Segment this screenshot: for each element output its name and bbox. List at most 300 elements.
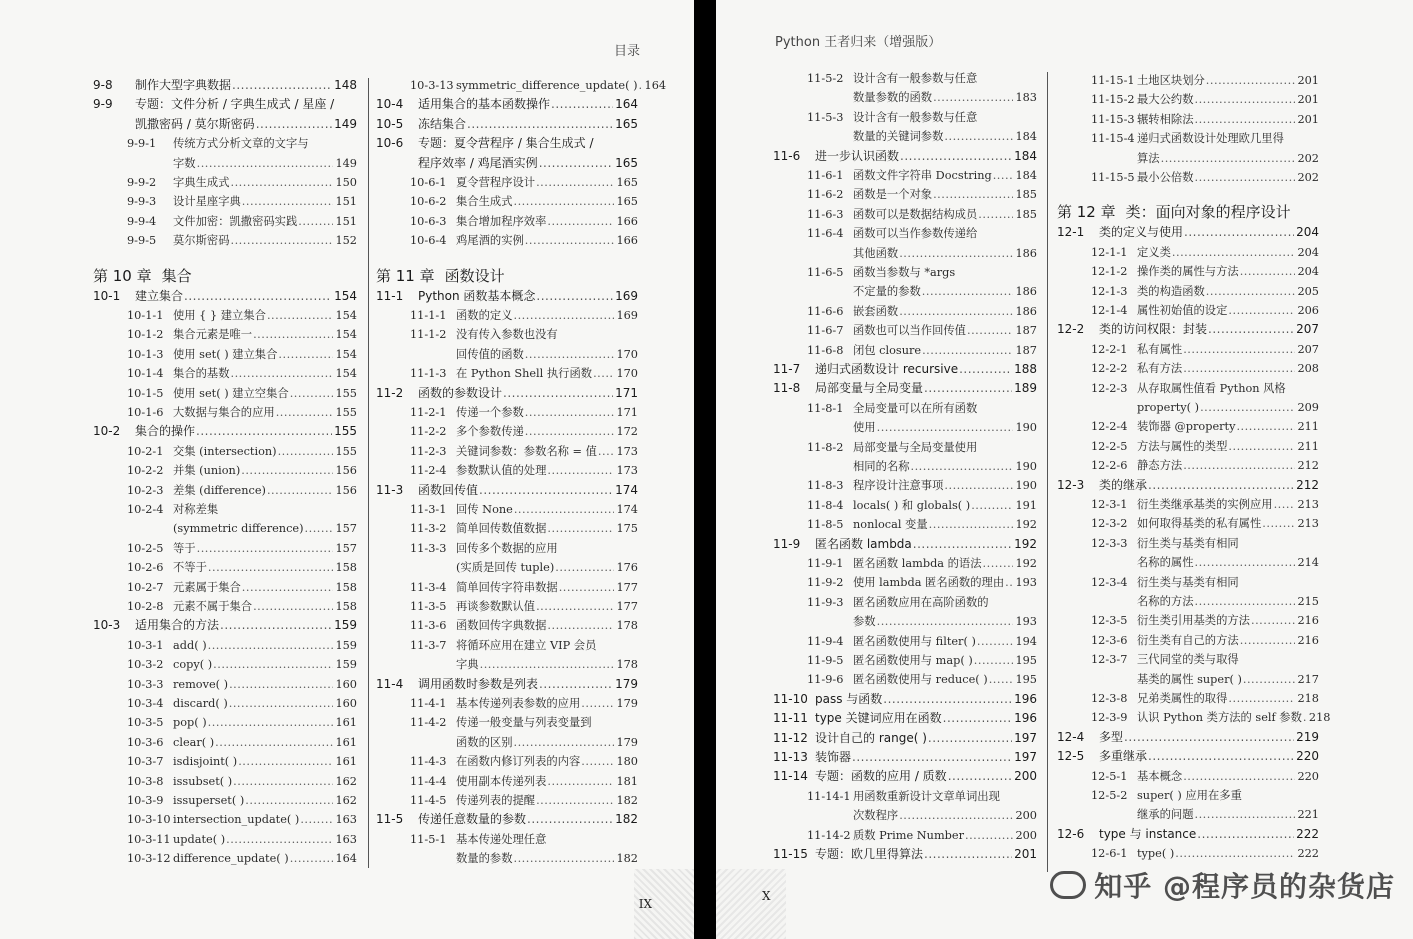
entry-number: 11-2-4 [410,464,447,478]
dot-leader [232,76,332,95]
toc-subsection-entry[interactable] [773,457,1037,476]
toc-subsection-entry[interactable] [1057,514,1319,533]
toc-section-entry[interactable] [376,481,638,500]
dot-leader [208,558,334,577]
toc-subsection-entry[interactable] [93,212,357,231]
entry-page-number: 214 [1297,556,1319,570]
toc-subsection-entry[interactable] [1057,786,1319,805]
toc-subsection-entry[interactable] [773,127,1037,146]
toc-subsection-entry[interactable] [773,651,1037,670]
toc-subsection-entry[interactable] [773,476,1037,495]
toc-subsection-entry[interactable] [93,578,357,597]
toc-subsection-entry[interactable] [773,185,1037,204]
entry-number: 9-9-1 [127,137,157,151]
toc-section-entry[interactable] [93,287,357,306]
toc-section-entry[interactable] [773,709,1037,728]
entry-number: 11-15-2 [1091,93,1135,107]
entry-title: symmetric_difference_update( ) [456,79,638,92]
entry-number: 10-3-13 [410,79,454,92]
toc-section-entry[interactable] [376,95,638,114]
entry-number: 11-12 [773,730,808,745]
toc-subsection-entry[interactable] [93,519,357,538]
entry-page-number: 155 [334,424,357,439]
toc-subsection-entry[interactable] [376,192,638,211]
dot-leader [525,345,615,364]
entry-page-number: 200 [1015,828,1037,842]
entry-title: 其他函数 [853,246,899,260]
toc-subsection-entry[interactable] [93,384,357,403]
entry-title: 回传值的函数 [456,347,524,361]
entry-number: 11-1 [376,288,404,303]
toc-subsection-entry[interactable] [773,787,1037,806]
entry-title: 基本传递处理任意 [456,832,547,846]
entry-title: 递归式函数设计处理欧几里得 [1137,132,1284,146]
toc-section-entry[interactable] [773,767,1037,786]
toc-subsection-entry[interactable] [1057,708,1331,727]
toc-subsection-entry[interactable] [1057,379,1319,398]
entry-page-number: 161 [335,716,357,730]
toc-subsection-entry[interactable] [1057,90,1319,109]
entry-page-number: 211 [1297,420,1319,434]
entry-number: 12-2-5 [1091,439,1128,453]
toc-subsection-entry[interactable] [93,325,357,344]
toc-section-entry[interactable] [773,845,1037,864]
entry-number: 12-2-2 [1091,362,1128,376]
toc-section-entry[interactable] [1057,476,1319,495]
toc-section-entry[interactable] [376,115,638,134]
dot-leader [581,752,614,771]
entry-page-number: 217 [1297,672,1319,686]
entry-number: 9-9-2 [127,176,157,189]
toc-subsection-entry[interactable] [1057,456,1319,475]
entry-title: 传统方式分析文章的文字与 [173,137,309,151]
toc-subsection-entry[interactable] [773,341,1037,360]
toc-subsection-entry[interactable] [93,733,357,752]
entry-number: 11-2-1 [410,406,447,419]
toc-subsection-entry[interactable] [93,791,357,810]
toc-subsection-entry[interactable] [1057,631,1319,650]
toc-subsection-entry[interactable] [376,849,638,868]
entry-page-number: 190 [1015,421,1037,435]
entry-title: 数量的关键词参数 [853,130,944,144]
toc-subsection-entry[interactable] [376,461,638,480]
toc-subsection-entry[interactable] [1057,805,1319,824]
entry-page-number: 166 [616,234,638,248]
toc-subsection-entry[interactable] [93,849,357,868]
entry-page-number: 164 [644,79,667,92]
entry-title: 继承的问题 [1137,808,1194,822]
entry-page-number: 175 [616,522,638,536]
toc-subsection-entry[interactable] [773,399,1037,418]
toc-subsection-entry[interactable] [1057,844,1319,863]
dot-leader [215,733,333,752]
dot-leader [944,476,1013,495]
dot-leader [911,457,1014,476]
dot-leader [978,205,1013,224]
entry-title: 匿名函数 lambda 的语法 [853,557,982,570]
toc-subsection-entry[interactable] [1057,398,1319,417]
toc-subsection-entry[interactable] [1057,650,1319,669]
entry-page-number: 179 [616,735,638,749]
toc-subsection-entry[interactable] [376,364,638,383]
toc-subsection-entry[interactable] [93,481,357,500]
toc-section-entry[interactable] [376,384,638,403]
toc-subsection-entry[interactable] [1057,417,1319,436]
toc-subsection-entry[interactable] [773,69,1037,88]
toc-subsection-entry[interactable] [1057,689,1319,708]
entry-number: 12-1-1 [1091,245,1128,259]
entry-number: 10-1-3 [127,347,164,361]
toc-subsection-entry[interactable] [773,224,1037,243]
toc-subsection-entry[interactable] [93,134,357,153]
toc-section-entry[interactable] [1057,223,1319,242]
toc-subsection-entry[interactable] [773,244,1037,263]
toc-subsection-entry[interactable] [1057,129,1319,148]
dot-leader [242,578,334,597]
toc-subsection-entry[interactable] [376,616,638,635]
toc-section-entry[interactable] [773,147,1037,166]
toc-subsection-entry[interactable] [93,192,357,211]
entry-page-number: 188 [1014,362,1037,376]
toc-section-entry[interactable] [1057,747,1319,766]
toc-subsection-entry[interactable] [93,231,357,250]
toc-subsection-entry[interactable] [1057,534,1319,553]
toc-subsection-entry[interactable] [773,282,1037,301]
toc-subsection-entry[interactable] [1057,573,1319,592]
entry-page-number: 187 [1015,324,1037,338]
entry-page-number: 183 [1015,91,1037,105]
toc-subsection-entry[interactable] [376,733,638,752]
toc-subsection-entry[interactable] [376,694,638,713]
entry-title: 冻结集合 [418,116,467,131]
toc-section-entry[interactable] [376,287,638,306]
entry-number: 10-2-3 [127,483,164,497]
toc-subsection-entry[interactable] [1057,359,1319,378]
toc-subsection-entry[interactable] [93,345,357,364]
toc-subsection-entry[interactable] [93,752,357,771]
toc-subsection-entry[interactable] [1057,592,1319,611]
toc-subsection-entry[interactable] [773,554,1037,573]
toc-subsection-entry[interactable] [773,826,1037,845]
entry-page-number: 157 [335,522,357,536]
toc-subsection-entry[interactable] [376,578,638,597]
toc-subsection-entry[interactable] [93,539,357,558]
entry-page-number: 220 [1296,749,1319,764]
toc-subsection-entry[interactable] [1057,611,1319,630]
entry-number: 11-8-3 [807,479,844,493]
toc-subsection-entry[interactable] [773,573,1037,592]
dot-leader [993,166,1014,185]
toc-subsection-entry[interactable] [376,791,638,810]
entry-page-number: 182 [616,852,638,866]
toc-subsection-entry[interactable] [93,500,357,519]
toc-subsection-entry[interactable] [773,321,1037,340]
toc-subsection-entry[interactable] [376,558,638,577]
entry-title: 函数可以是数据结构成员 [853,207,978,221]
toc-subsection-entry[interactable] [376,442,638,461]
toc-subsection-entry[interactable] [93,403,357,422]
entry-number: 11-7 [773,362,801,376]
entry-page-number: 184 [1015,169,1037,182]
entry-title: 专题：文件分析 / 字典生成式 / 星座 / [135,97,335,112]
toc-subsection-entry[interactable] [93,772,357,791]
entry-number: 10-2 [93,424,121,439]
toc-section-entry[interactable] [773,379,1037,398]
toc-subsection-entry[interactable] [376,422,638,441]
dot-leader [989,670,1014,689]
entry-title: 操作类的属性与方法 [1137,265,1239,279]
entry-title: 相同的名称 [853,460,910,473]
toc-subsection-entry[interactable] [376,772,638,791]
entry-number: 9-9-5 [127,234,157,248]
entry-title: 闭包 closure [853,343,922,357]
toc-subsection-entry[interactable] [773,515,1037,534]
toc-subsection-entry[interactable] [773,593,1037,612]
entry-number: 11-15-3 [1091,112,1135,126]
dot-leader [276,403,334,422]
toc-subsection-entry[interactable] [376,539,638,558]
entry-title: 局部变量与全局变量 [815,381,924,396]
toc-section-entry[interactable] [1057,825,1319,844]
dot-leader [525,403,615,422]
toc-subsection-entry[interactable] [773,612,1037,631]
toc-section-entry[interactable] [93,95,357,114]
entry-page-number: 221 [1297,808,1319,822]
entry-number: 11-8-4 [807,498,844,512]
toc-subsection-entry[interactable] [93,810,357,829]
entry-number: 12-6-1 [1091,847,1128,861]
toc-section-entry[interactable] [1057,320,1319,339]
toc-subsection-entry[interactable] [376,345,638,364]
toc-subsection-entry[interactable] [773,670,1037,689]
entry-title: 差集 (difference) [173,483,266,497]
toc-subsection-entry[interactable] [773,263,1037,282]
entry-number: 11-2 [376,385,404,400]
entry-page-number: 209 [1297,401,1319,414]
entry-title: 函数可以当作参数传递给 [853,227,978,241]
toc-subsection-entry[interactable] [93,597,357,616]
entry-page-number: 213 [1297,498,1319,511]
entry-number: 11-9-2 [807,576,844,590]
entry-number: 12-1 [1057,225,1085,240]
toc-subsection-entry[interactable] [376,713,638,732]
dot-leader [278,345,333,364]
toc-subsection-entry[interactable] [93,461,357,480]
entry-page-number: 170 [616,367,638,381]
toc-subsection-entry[interactable] [773,632,1037,651]
entry-title: 基本传递列表参数的应用 [456,697,581,710]
toc-subsection-entry[interactable] [1057,495,1319,514]
entry-title: 函数回传字典数据 [456,619,547,633]
entry-number: 9-9-4 [127,214,157,228]
entry-page-number: 151 [335,214,357,228]
entry-title: add( ) [173,638,207,652]
toc-subsection-entry[interactable] [1057,670,1319,689]
dot-leader [253,325,333,344]
toc-subsection-entry[interactable] [1057,149,1319,168]
toc-subsection-entry[interactable] [376,212,638,231]
dot-leader [305,519,334,538]
toc-subsection-entry[interactable] [93,694,357,713]
dot-leader [467,115,613,134]
toc-section-entry[interactable] [773,360,1037,379]
entry-title: 辗转相除法 [1137,112,1194,126]
toc-subsection-entry[interactable] [773,496,1037,515]
toc-subsection-entry[interactable] [1057,437,1319,456]
toc-subsection-entry[interactable] [93,558,357,577]
toc-subsection-entry[interactable] [773,302,1037,321]
toc-section-entry[interactable] [93,422,357,441]
toc-section-entry[interactable] [773,535,1037,554]
entry-number: 11-6-8 [807,343,844,357]
dot-leader [551,95,613,114]
toc-subsection-entry[interactable] [376,655,638,674]
entry-page-number: 194 [1015,634,1037,648]
entry-number: 11-15-4 [1091,132,1135,146]
toc-subsection-entry[interactable] [93,442,357,461]
dot-leader [1303,708,1307,727]
entry-title: 字典生成式 [173,176,230,189]
toc-section-entry[interactable] [376,134,638,153]
entry-number: 11-9 [773,536,801,551]
toc-subsection-entry[interactable] [773,438,1037,457]
entry-page-number: 155 [335,386,357,400]
chapter-number: 第 12 章 [1057,203,1116,222]
toc-subsection-entry[interactable] [93,713,357,732]
toc-section-entry[interactable] [376,810,638,829]
running-header: 目录 [613,44,640,59]
entry-title: 元素不属于集合 [173,600,253,613]
toc-subsection-entry[interactable] [376,403,638,422]
entry-page-number: 190 [1015,460,1037,473]
dot-leader [965,826,1013,845]
toc-subsection-entry[interactable] [93,173,357,192]
dot-leader [525,231,615,250]
toc-subsection-entry[interactable] [93,154,357,173]
toc-subsection-entry[interactable] [1057,243,1319,262]
toc-section-entry[interactable] [773,690,1037,709]
toc-subsection-entry[interactable] [1057,262,1319,281]
toc-subsection-entry[interactable] [1057,71,1319,90]
dot-leader [267,306,334,325]
entry-number: 11-6-6 [807,304,844,318]
toc-subsection-entry[interactable] [93,306,357,325]
entry-page-number: 159 [334,618,357,633]
entry-number: 11-14-2 [807,828,851,842]
entry-page-number: 207 [1296,322,1319,337]
toc-section-entry[interactable] [773,748,1037,767]
toc-subsection-entry[interactable] [1057,168,1319,187]
entry-title: 数量的参数 [456,852,513,866]
entry-title: issuperset( ) [173,794,245,807]
entry-page-number: 197 [1014,730,1037,745]
toc-subsection-entry[interactable] [1057,553,1319,572]
entry-title: 专题：函数的应用 / 质数 [815,769,947,784]
toc-subsection-entry[interactable] [773,88,1037,107]
dot-leader [924,845,1012,864]
entry-title: 私有属性 [1137,342,1183,356]
toc-subsection-entry[interactable] [376,500,638,519]
dot-leader [220,616,332,635]
toc-subsection-entry[interactable] [93,830,357,849]
toc-section-entry[interactable] [376,675,638,694]
toc-subsection-entry[interactable] [1057,301,1319,320]
toc-section-entry[interactable] [1057,728,1319,747]
entry-number: 11-10 [773,691,808,706]
entry-number: 11-5 [376,812,404,827]
toc-subsection-entry[interactable] [376,325,638,344]
entry-title: 质数 Prime Number [853,828,964,842]
toc-subsection-entry[interactable] [93,675,357,694]
entry-title: 夏令营程序设计 [456,176,536,189]
entry-page-number: 164 [335,852,357,866]
dot-leader [253,597,333,616]
entry-page-number: 191 [1015,498,1037,512]
entry-page-number: 179 [616,697,638,710]
toc-section-entry[interactable] [93,616,357,635]
toc-subsection-entry[interactable] [376,173,638,192]
toc-subsection-entry[interactable] [376,636,638,655]
dot-leader [933,88,1013,107]
entry-title: 交集 (intersection) [173,444,277,458]
entry-page-number: 166 [616,214,638,228]
entry-page-number: 158 [335,561,357,575]
toc-subsection-entry[interactable] [1057,282,1319,301]
right-page [716,0,1413,939]
toc-subsection-entry[interactable] [376,752,638,771]
toc-subsection-entry[interactable] [376,597,638,616]
entry-title: 适用集合的基本函数操作 [418,97,551,112]
toc-subsection-entry[interactable] [93,364,357,383]
entry-number: 12-3-3 [1091,536,1128,550]
toc-section-entry[interactable] [376,154,638,173]
dot-leader [238,752,333,771]
entry-page-number: 162 [335,774,357,788]
toc-subsection-entry[interactable] [376,76,667,95]
toc-subsection-entry[interactable] [773,108,1037,127]
toc-section-entry[interactable] [93,115,357,134]
toc-section-entry[interactable] [93,76,357,95]
toc-subsection-entry[interactable] [1057,767,1319,786]
toc-subsection-entry[interactable] [93,636,357,655]
toc-subsection-entry[interactable] [376,231,638,250]
toc-subsection-entry[interactable] [773,166,1037,185]
toc-subsection-entry[interactable] [773,205,1037,224]
toc-subsection-entry[interactable] [376,306,638,325]
entry-page-number: 212 [1296,477,1319,492]
chapter-heading [93,265,357,287]
entry-number: 11-15 [773,847,808,861]
entry-page-number: 185 [1015,188,1037,202]
dot-leader [231,231,334,250]
toc-subsection-entry[interactable] [376,519,638,538]
entry-number: 12-3-4 [1091,575,1128,589]
toc-subsection-entry[interactable] [1057,110,1319,129]
entry-title: 衍生类有自己的方法 [1137,633,1239,647]
toc-subsection-entry[interactable] [93,655,357,674]
toc-subsection-entry[interactable] [1057,340,1319,359]
entry-page-number: 154 [335,367,357,381]
toc-subsection-entry[interactable] [773,418,1037,437]
dot-leader [1251,611,1295,630]
entry-title: 元素属于集合 [173,580,241,594]
toc-subsection-entry[interactable] [376,830,638,849]
toc-subsection-entry[interactable] [773,806,1037,825]
toc-section-entry[interactable] [773,729,1037,748]
entry-page-number: 200 [1014,769,1037,784]
entry-title: (symmetric difference) [173,522,304,536]
dot-leader [547,772,614,791]
